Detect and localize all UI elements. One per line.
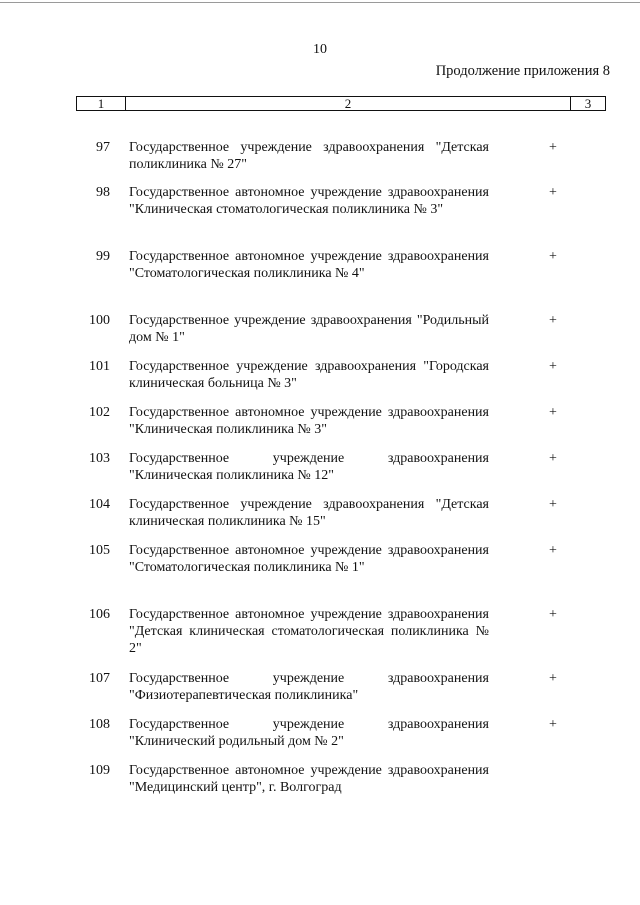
institution-name: Государственное учреждение здравоохранения "Клиническая поликлиника № 12"	[129, 451, 489, 483]
institution-name: Государственное автономное учреждение здравоохранения "Детская клиническая стоматологическая поликлиника № 2"	[129, 607, 489, 656]
institution-name: Государственное автономное учреждение здравоохранения "Клиническая поликлиника № 3"	[129, 405, 489, 437]
institution-name: Государственное автономное учреждение здравоохранения "Стоматологическая поликлиника № 1"	[129, 543, 489, 575]
row-number: 97	[96, 140, 110, 155]
institution-name: Государственное автономное учреждение здравоохранения "Клиническая стоматологическая поликлиника № 3"	[129, 185, 489, 217]
row-number: 99	[96, 249, 110, 264]
row-number: 100	[89, 313, 110, 328]
row-mark: +	[549, 497, 557, 512]
institution-name: Государственное учреждение здравоохранения "Клинический родильный дом № 2"	[129, 717, 489, 749]
institution-name: Государственное учреждение здравоохранения "Физиотерапевтическая поликлиника"	[129, 671, 489, 703]
page-number: 10	[313, 42, 327, 57]
row-number: 107	[89, 671, 110, 686]
institution-name: Государственное автономное учреждение здравоохранения "Стоматологическая поликлиника № 4"	[129, 249, 489, 281]
header-col-1: 1	[77, 97, 126, 110]
institution-name: Государственное учреждение здравоохранения "Городская клиническая больница № 3"	[129, 359, 489, 391]
institution-name: Государственное автономное учреждение здравоохранения "Медицинский центр", г. Волгоград	[129, 763, 489, 795]
row-number: 104	[89, 497, 110, 512]
appendix-continuation-label: Продолжение приложения 8	[435, 63, 610, 79]
row-mark: +	[549, 140, 557, 155]
institution-name: Государственное учреждение здравоохранения "Детская поликлиника № 27"	[129, 140, 489, 172]
table-header-row	[76, 96, 606, 111]
row-mark: +	[549, 249, 557, 264]
row-mark: +	[549, 451, 557, 466]
row-number: 103	[89, 451, 110, 466]
row-number: 106	[89, 607, 110, 622]
row-number: 102	[89, 405, 110, 420]
row-mark: +	[549, 717, 557, 732]
row-mark: +	[549, 671, 557, 686]
row-mark: +	[549, 543, 557, 558]
header-col-2: 2	[126, 97, 571, 110]
row-mark: +	[549, 607, 557, 622]
row-number: 101	[89, 359, 110, 374]
institution-name: Государственное учреждение здравоохранения "Родильный дом № 1"	[129, 313, 489, 345]
row-number: 98	[96, 185, 110, 200]
row-mark: +	[549, 359, 557, 374]
institution-name: Государственное учреждение здравоохранения "Детская клиническая поликлиника № 15"	[129, 497, 489, 529]
row-mark: +	[549, 405, 557, 420]
row-number: 105	[89, 543, 110, 558]
row-number: 109	[89, 763, 110, 778]
header-col-3: 3	[584, 96, 592, 111]
row-number: 108	[89, 717, 110, 732]
top-rule	[0, 2, 640, 3]
row-mark: +	[549, 313, 557, 328]
row-mark: +	[549, 185, 557, 200]
